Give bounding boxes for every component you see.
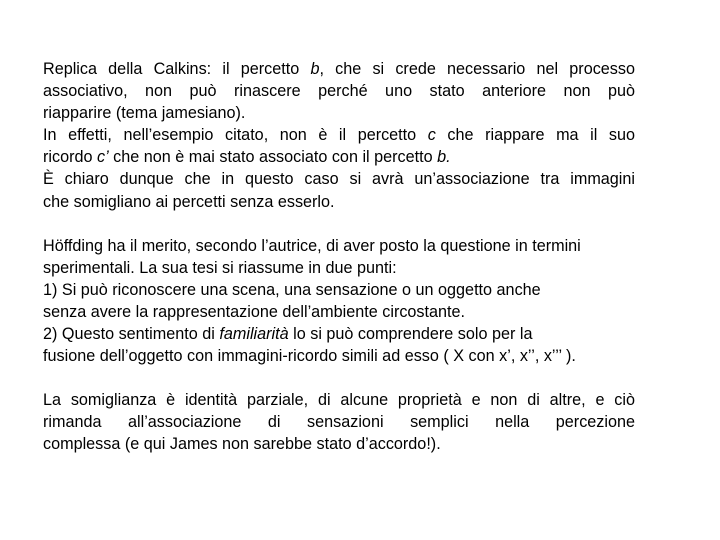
text-line: È chiaro dunque che in questo caso si avrà un’associazione tra immagini (43, 170, 635, 189)
text-line: senza avere la rappresentazione dell’ambiente circostante. (43, 302, 466, 321)
text-run: Replica della Calkins: il percetto (43, 60, 311, 78)
paragraph-spacer (43, 213, 635, 235)
text-line: che somigliano ai percetti senza esserlo. (43, 192, 335, 211)
text-run: che riappare ma il suo (435, 126, 636, 145)
italic-term: b (310, 60, 320, 78)
text-line (43, 146, 635, 168)
text-line: sperimentali. La sua tesi si riassume in due punti: (43, 258, 397, 277)
text-run: In effetti, nell’esempio citato, non è il percetto (43, 126, 428, 145)
text-line: associativo, non può rinascere perché uno stato anteriore non può (43, 82, 635, 101)
text-run: che non è mai stato associato con il percetto (108, 148, 438, 167)
text-line: riapparire (tema jamesiano). (43, 104, 246, 123)
text-line: rimanda all’associazione di sensazioni semplici nella percezione (43, 413, 635, 432)
slide-body (43, 58, 635, 456)
text-line: Höffding ha il merito, secondo l’autrice, di aver posto la questione in termini (43, 236, 581, 255)
text-line: complessa (e qui James non sarebbe stato d’accordo!). (43, 435, 441, 454)
paragraph-spacer (43, 367, 635, 389)
text-line: 1) Si può riconoscere una scena, una sensazione o un oggetto anche (43, 280, 541, 299)
text-run: ricordo (43, 148, 97, 167)
text-line (43, 323, 635, 345)
italic-term: c (427, 126, 436, 145)
text-line: La somiglianza è identità parziale, di alcune proprietà e non di altre, e ciò (43, 391, 635, 410)
paragraph-calkins (43, 58, 635, 213)
italic-term: b. (437, 148, 451, 167)
italic-term: c’ (96, 148, 109, 167)
text-run: lo si può comprendere solo per la (288, 325, 533, 344)
italic-term: familiarità (219, 325, 289, 344)
text-line (43, 124, 635, 146)
text-run: 2) Questo sentimento di (43, 325, 220, 344)
paragraph-hoffding (43, 235, 635, 368)
paragraph-somiglianza (43, 389, 635, 455)
text-run: , che si crede necessario nel processo (319, 60, 635, 78)
text-line: fusione dell’oggetto con immagini-ricordo simili ad esso ( X con x’, x’’, x’’’ ). (43, 347, 576, 366)
text-line (43, 58, 635, 80)
